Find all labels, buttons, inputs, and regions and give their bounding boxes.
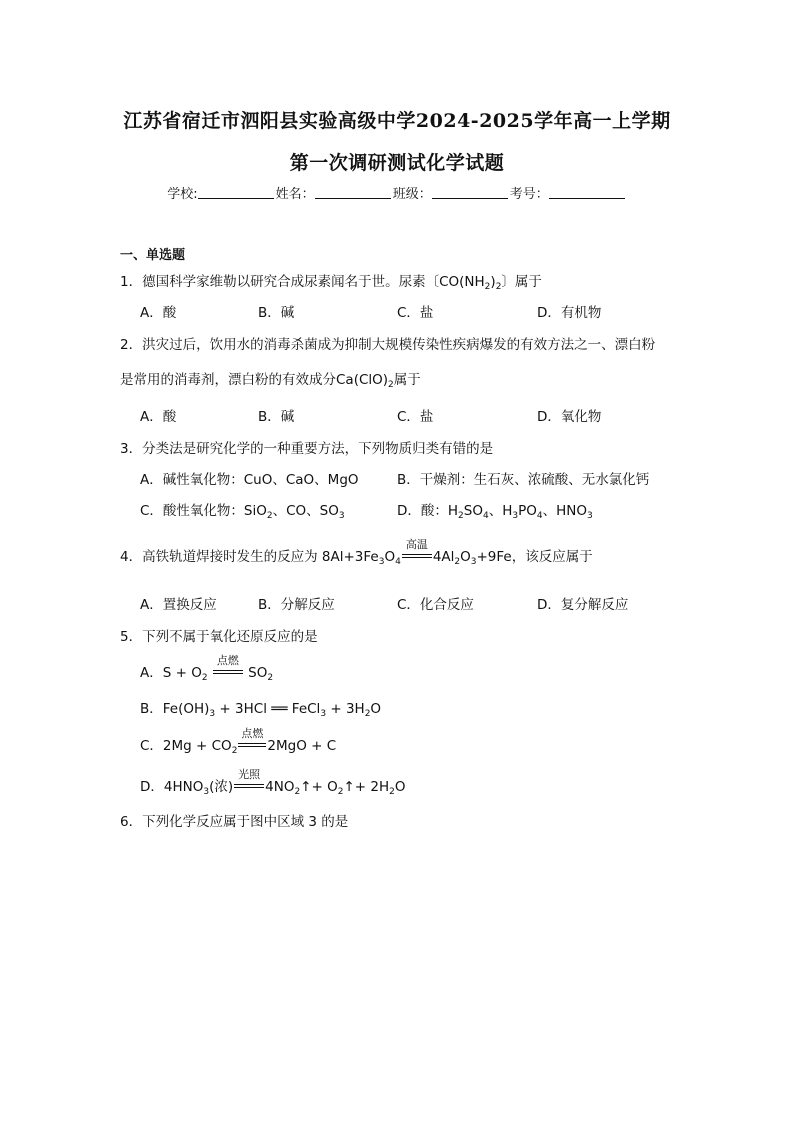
question-4-stem: 4．高铁轨道焊接时发生的反应为 $8Al+3Fe_3O_4$ 高温 $4Al_2O_3+9Fe$，该反应属于 xyxy=(120,538,593,567)
name-blank[interactable] xyxy=(315,186,391,199)
reaction-condition-high-temp: 高温 xyxy=(402,549,432,565)
class-label: 班级： xyxy=(392,187,432,202)
exam-number-blank[interactable] xyxy=(549,186,625,199)
question-4-option-c[interactable]: C．化合反应 xyxy=(397,597,474,613)
question-3-option-b[interactable]: B．干燥剂：生石灰、浓硫酸、无水氯化钙 xyxy=(397,472,650,488)
section-heading: 一、单选题 xyxy=(120,248,186,263)
reaction-condition-ignite: 点燃 xyxy=(238,738,266,754)
question-3-option-a[interactable]: A．碱性氧化物：CuO、CaO、MgO xyxy=(140,472,359,488)
question-4-option-a[interactable]: A．置换反应 xyxy=(140,597,217,613)
question-6-stem: 6．下列化学反应属于图中区域 3 的是 xyxy=(120,814,349,830)
question-1-option-d[interactable]: D．有机物 xyxy=(537,305,602,321)
question-4-option-b[interactable]: B．分解反应 xyxy=(258,597,335,613)
school-label: 学校: xyxy=(167,187,198,202)
question-2-option-a[interactable]: A．酸 xyxy=(140,409,177,425)
question-1-option-c[interactable]: C．盐 xyxy=(397,305,434,321)
reaction-condition-ignite: 点燃 xyxy=(213,665,243,681)
question-2-stem-line2: 是常用的消毒剂，漂白粉的有效成分$Ca(ClO)_2$属于 xyxy=(120,372,421,390)
question-3-option-d[interactable]: D．酸：$H_2SO_4$、$H_3PO_4$、$HNO_3$ xyxy=(397,503,593,521)
question-3-stem: 3．分类法是研究化学的一种重要方法，下列物质归类有错的是 xyxy=(120,441,494,457)
question-1-option-a[interactable]: A．酸 xyxy=(140,305,177,321)
reaction-condition-light: 光照 xyxy=(234,779,264,795)
question-4-option-d[interactable]: D．复分解反应 xyxy=(537,597,629,613)
question-5-option-c[interactable]: C．$2Mg + CO_2$ 点燃 2MgO + C xyxy=(140,727,337,756)
question-1-option-b[interactable]: B．碱 xyxy=(258,305,295,321)
question-5-option-b[interactable]: B．$Fe(OH)_3 + 3HCl$ ══ FeCl$_3$ + $3H_2O$ xyxy=(140,701,382,719)
question-5-option-a[interactable]: A．$S + O_2$ 点燃 $SO_2$ xyxy=(140,654,274,683)
name-label: 姓名： xyxy=(275,187,315,202)
question-2-option-b[interactable]: B．碱 xyxy=(258,409,295,425)
exam-title-line1: 江苏省宿迁市泗阳县实验高级中学2024-2025学年高一上学期 xyxy=(123,110,671,132)
question-2-option-c[interactable]: C．盐 xyxy=(397,409,434,425)
question-5-stem: 5．下列不属于氧化还原反应的是 xyxy=(120,629,318,645)
school-blank[interactable] xyxy=(198,186,274,199)
student-info-line xyxy=(0,183,794,202)
question-5-option-d[interactable]: D．$4HNO_3$(浓) 光照 $4NO_2↑+$ $O_2↑+ 2H_2O$ xyxy=(140,768,406,797)
exam-title-line2: 第一次调研测试化学试题 xyxy=(289,152,505,174)
exam-number-label: 考号： xyxy=(509,187,549,202)
question-2-stem-line1: 2．洪灾过后，饮用水的消毒杀菌成为抑制大规模传染性疾病爆发的有效方法之一、漂白粉 xyxy=(120,337,656,353)
question-2-option-d[interactable]: D．氧化物 xyxy=(537,409,602,425)
class-blank[interactable] xyxy=(432,186,508,199)
question-3-option-c[interactable]: C．酸性氧化物：SiO$_2$、CO、$SO_3$ xyxy=(140,503,345,521)
question-1-stem: 1．德国科学家维勒以研究合成尿素闻名于世。尿素〔$CO(NH_2)_2$〕属于 xyxy=(120,274,542,292)
